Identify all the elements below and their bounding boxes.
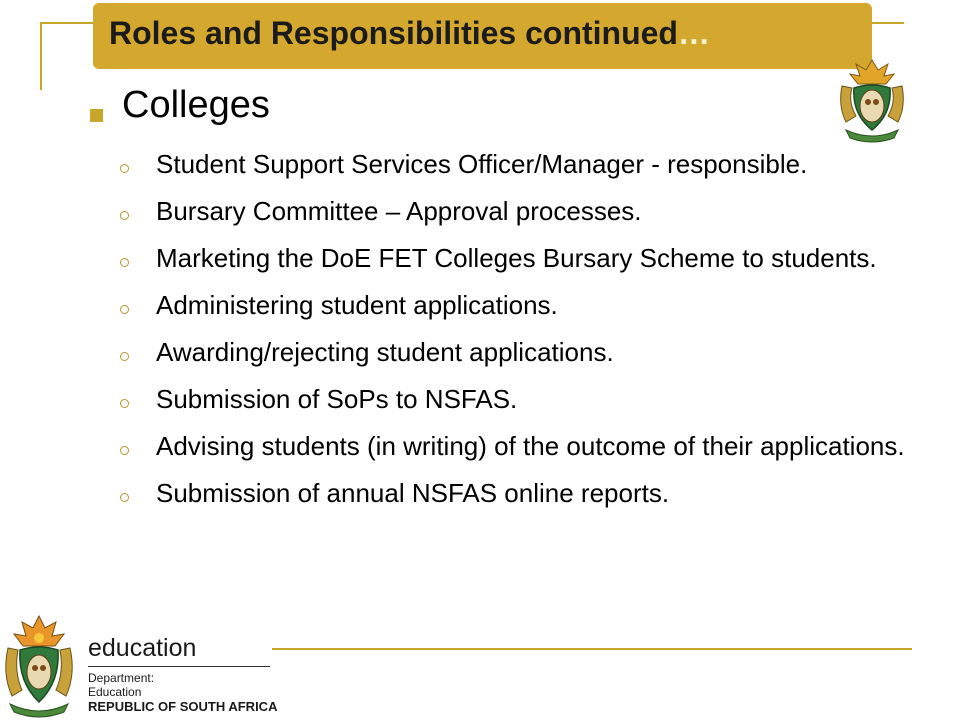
list-item-text: Administering student applications. xyxy=(156,290,558,320)
frame-line-right-top xyxy=(872,22,904,24)
brand-wordmark: education xyxy=(88,634,197,662)
circle-bullet-icon xyxy=(120,446,129,455)
list-item xyxy=(120,287,920,324)
list-item-text: Submission of annual NSFAS online reports. xyxy=(156,478,670,508)
slide-title-text: Roles and Responsibilities continued xyxy=(109,15,678,51)
section-heading-text: Colleges xyxy=(122,84,270,126)
frame-line-left-vertical xyxy=(40,22,42,90)
circle-bullet-icon xyxy=(120,211,129,220)
list-item-text: Awarding/rejecting student applications. xyxy=(156,337,614,367)
circle-bullet-icon xyxy=(120,399,129,408)
list-item-text: Advising students (in writing) of the outcome of their applications. xyxy=(156,431,905,461)
department-name: Education xyxy=(88,685,142,699)
coat-of-arms-icon xyxy=(832,56,912,146)
circle-bullet-icon xyxy=(120,493,129,502)
list-item xyxy=(120,334,920,371)
coat-of-arms-logo-icon xyxy=(0,612,78,720)
country-name: REPUBLIC OF SOUTH AFRICA xyxy=(88,699,278,714)
square-bullet-icon xyxy=(90,109,103,122)
circle-bullet-icon xyxy=(120,305,129,314)
title-bar xyxy=(93,3,872,69)
department-label: Department: xyxy=(88,671,155,685)
list-item xyxy=(120,240,920,277)
list-item xyxy=(120,146,920,183)
list-item xyxy=(120,193,920,230)
brand-divider xyxy=(88,666,270,667)
title-ellipsis: … xyxy=(677,15,710,51)
circle-bullet-icon xyxy=(120,258,129,267)
list-item xyxy=(120,428,920,465)
slide-title xyxy=(109,15,710,52)
list-item xyxy=(120,381,920,418)
bullet-list xyxy=(120,146,920,522)
circle-bullet-icon xyxy=(120,352,129,361)
list-item-text: Submission of SoPs to NSFAS. xyxy=(156,384,518,414)
list-item-text: Student Support Services Officer/Manager - responsible. xyxy=(156,149,808,179)
frame-line-left-top xyxy=(40,22,94,24)
list-item-text: Bursary Committee – Approval processes. xyxy=(156,196,642,226)
bottom-divider xyxy=(272,648,912,650)
circle-bullet-icon xyxy=(120,164,129,173)
list-item-text: Marketing the DoE FET Colleges Bursary Scheme to students. xyxy=(156,243,877,273)
list-item xyxy=(120,475,920,512)
